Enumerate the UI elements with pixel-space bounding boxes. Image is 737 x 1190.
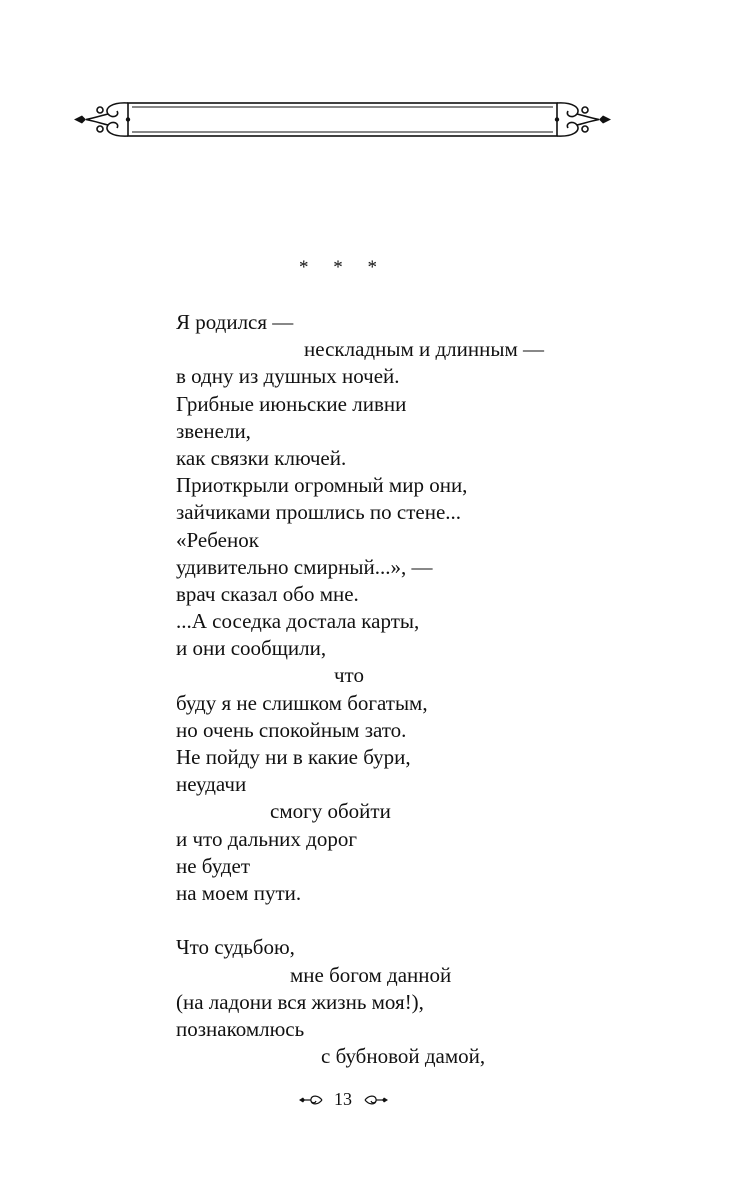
right-flourish-icon [363,1093,389,1107]
poem-line: Приоткрыли огромный мир они, [176,473,468,498]
poem-line: (на ладони вся жизнь моя!), [176,989,424,1014]
poem-line: в одну из душных ночей. [176,364,400,389]
left-flourish-icon [298,1093,324,1107]
poem-line: но очень спокойным зато. [176,717,407,742]
poem-line: мне богом данной [290,962,452,987]
poem-line: и они сообщили, [176,636,327,661]
page-footer [0,1088,686,1110]
poem-line: зайчиками прошлись по стене... [176,500,462,525]
poem-line: с бубновой дамой, [321,1044,486,1069]
header-ornament-frame [70,96,615,144]
poem-line: не будет [176,853,251,878]
poem-line: «Ребенок [176,527,259,552]
poem-line: смогу обойти [270,799,391,824]
poem-line: Я родился — [176,310,294,334]
poem-line: Не пойду ни в какие бури, [176,745,411,769]
poem-line: как связки ключей. [176,445,347,470]
poem-line: неудачи [176,772,247,797]
poem-line: познакомлюсь [176,1016,305,1041]
poem-line: на моем пути. [176,880,302,905]
poem-line: звенели, [176,418,251,443]
section-separator: * * * [299,257,387,278]
poem-line: врач сказал обо мне. [176,581,359,606]
poem-line: ...А соседка достала карты, [176,609,420,634]
poem-line: Что судьбою, [176,935,295,960]
poem-line: что [334,663,364,688]
poem-line: и что дальних дорог [176,826,357,851]
stanza-break [176,907,596,934]
page-number: 13 [334,1089,352,1110]
poem-line: удивительно смирный...», — [176,554,433,579]
poem-body [176,309,596,1070]
poem-line: Грибные июньские ливни [176,391,407,416]
poem-line: буду я не слишком богатым, [176,690,428,715]
poem-line: нескладным и длинным — [304,337,544,362]
